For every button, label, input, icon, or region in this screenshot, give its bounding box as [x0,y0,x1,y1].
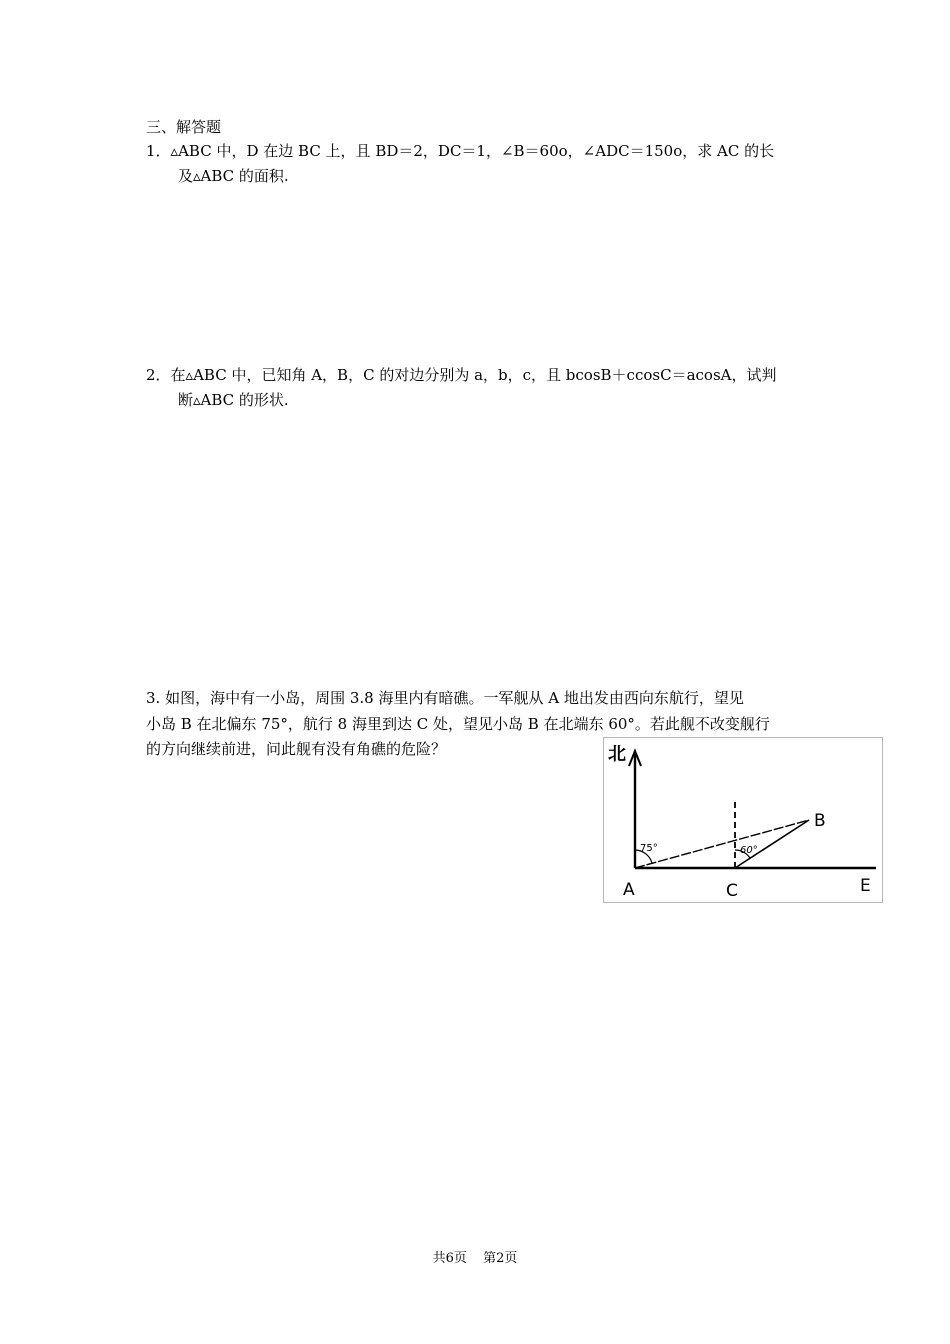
page-footer [0,1250,950,1268]
point-a-label: A [623,880,635,900]
total-pages: 共6页 [432,1251,467,1266]
segment-cb [735,820,809,868]
problem-3-line-2: 小岛 B 在北偏东 75°，航行 8 海里到达 C 处，望见小岛 B 在北端东 60°。若此舰不改变舰行 [146,715,770,733]
angle-label-a: 75° [640,843,658,854]
point-e-label: E [860,876,871,896]
angle-label-c: 60° [740,845,758,856]
current-page: 第2页 [483,1251,518,1266]
north-label: 北 [608,744,626,765]
point-c-label: C [726,881,738,901]
navigation-diagram [603,737,883,903]
problem-1-line-1: 1．▵ABC 中，D 在边 BC 上，且 BD＝2，DC＝1，∠B＝60o，∠ADC＝150o，求 AC 的长 [146,142,775,160]
problem-2-line-2: 断▵ABC 的形状. [178,391,289,409]
diagram-svg [604,738,882,902]
segment-ab [635,820,809,868]
problem-3-line-1: 3. 如图，海中有一小岛，周围 3.8 海里内有暗礁。一军舰从 A 地出发由西向东航行，望见 [146,689,744,707]
problem-1-line-2: 及▵ABC 的面积. [178,167,289,185]
problem-2-line-1: 2．在▵ABC 中，已知角 A，B，C 的对边分别为 a，b，c，且 bcosB＋ccosC＝acosA，试判 [146,366,777,384]
problem-3-line-3: 的方向继续前进，问此舰有没有角礁的危险？ [146,740,447,758]
point-b-label: B [814,811,826,831]
section-title: 三、解答题 [146,118,222,136]
